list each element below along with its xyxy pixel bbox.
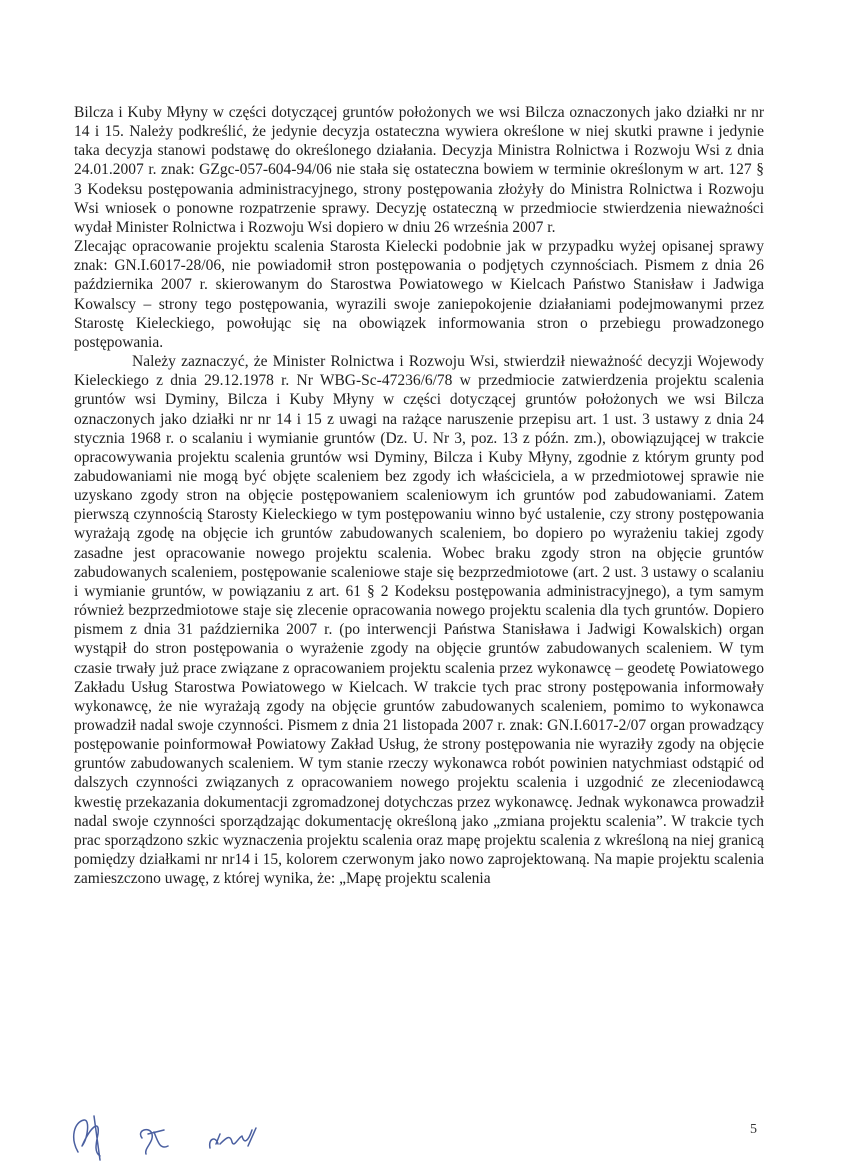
paragraph-2: Zlecając opracowanie projektu scalenia Starosta Kielecki podobnie jak w przypadku wyżej opisanej sprawy znak: GN.I.6017-28/06, nie powiadomił stron postępowania o podjętych czynnościach. Pismem z dnia 26 października 2007 r. skierowanym do Starostwa Powiatowego w Kielcach Państwo Stanisław i Jadwiga Kowalscy – strony tego postępowania, wyrazili swoje zaniepokojenie działaniami podejmowanymi przez Starostę Kieleckiego, powołując się na obowiązek informowania stron o przebiegu prowadzonego postępowania. [74,238,764,351]
paragraph-3: Należy zaznaczyć, że Minister Rolnictwa i Rozwoju Wsi, stwierdził nieważność decyzji Wojewody Kieleckiego z dnia 29.12.1978 r. Nr WBG-Sc-47236/6/78 w przedmiocie zatwierdzenia projektu scalenia gruntów wsi Dyminy, Bilcza i Kuby Młyny w części dotyczącej gruntów położonych we wsi Bilcza oznaczonych jako działki nr nr 14 i 15 z uwagi na rażące naruszenie przepisu art. 1 ust. 3 ustawy z dnia 24 stycznia 1968 r. o scalaniu i wymianie gruntów (Dz. U. Nr 3, poz. 13 z późn. zm.), obowiązującej w trakcie opracowywania projektu scalenia gruntów wsi Dyminy, Bilcza i Kuby Młyny, zgodnie z którym grunty pod zabudowaniami nie mogą być objęte scaleniem bez zgody ich właściciela, a w przedmiotowej sprawie nie uzyskano zgody stron na objęcie postępowaniem scaleniowym ich gruntów pod zabudowaniami. Zatem pierwszą czynnością Starosty Kieleckiego w tym postępowaniu winno być ustalenie, czy strony postępowania wyrażają zgodę na objęcie ich gruntów zabudowanych scaleniem, bo dopiero po wyrażeniu takiej zgody zasadne jest opracowanie nowego projektu scalenia. Wobec braku zgody stron na objęcie gruntów zabudowanych scaleniem, postępowanie scaleniowe staje się bezprzedmiotowe (art. 2 ust. 3 ustawy o scalaniu i wymianie gruntów, w powiązaniu z art. 61 § 2 Kodeksu postępowania administracyjnego), a tym samym również bezprzedmiotowe staje się zlecenie opracowania nowego projektu scalenia dla tych gruntów. Dopiero pismem z dnia 31 października 2007 r. (po interwencji Państwa Stanisława i Jadwigi Kowalskich) organ wystąpił do stron postępowania o wyrażenie zgody na objęcie gruntów zabudowanych scaleniem. W tym czasie trwały już prace związane z opracowaniem projektu scalenia przez wykonawcę – geodetę Powiatowego Zakładu Usług Starostwa Powiatowego w Kielcach. W trakcie tych prac strony postępowania informowały wykonawcę, że nie wyrażają zgody na objęcie gruntów zabudowanych scaleniem, pomimo to wykonawca prowadził nadal swoje czynności. Pismem z dnia 21 listopada 2007 r. znak: GN.I.6017-2/07 organ prowadzący postępowanie poinformował Powiatowy Zakład Usług, że strony postępowania nie wyraziły zgody na objęcie gruntów zabudowanych scaleniem. W tym stanie rzeczy wykonawca robót powinien natychmiast odstąpić od dalszych czynności związanych z opracowaniem nowego projektu scalenia i uzgodnić ze zleceniodawcą kwestię przekazania dokumentacji zgromadzonej dotychczas przez wykonawcę. Jednak wykonawca prowadził nadal swoje czynności sporządzając dokumentację określoną jako „zmiana projektu scalenia”. W trakcie tych prac sporządzono szkic wyznaczenia projektu scalenia oraz mapę projektu scalenia z wkreśloną na niej granicą pomiędzy działkami nr nr14 i 15, kolorem czerwonym jako nowo zaprojektowaną. Na mapie projektu scalenia zamieszczono uwagę, z której wynika, że: „Mapę projektu scalenia [74,353,764,888]
body-text [74,103,764,888]
initial-signature-1 [74,1116,100,1160]
page-number: 5 [750,1122,757,1137]
paragraph-1: Bilcza i Kuby Młyny w części dotyczącej gruntów położonych we wsi Bilcza oznaczonych jako działki nr nr 14 i 15. Należy podkreślić, że jedynie decyzja ostateczna wywiera określone w niej skutki prawne i jedynie taka decyzja stanowi podstawę do określonego działania. Decyzja Ministra Rolnictwa i Rozwoju Wsi z dnia 24.01.2007 r. znak: GZgc-057-604-94/06 nie stała się ostateczna bowiem w terminie określonym w art. 127 § 3 Kodeksu postępowania administracyjnego, strony postępowania złożyły do Ministra Rolnictwa i Rozwoju Wsi wniosek o ponowne rozpatrzenie sprawy. Decyzję ostateczną w przedmiocie stwierdzenia nieważności wydał Minister Rolnictwa i Rozwoju Wsi dopiero w dniu 26 września 2007 r. [74,104,764,236]
signature-marks [60,1108,300,1168]
initial-signature-3 [210,1128,256,1148]
handwritten-initials [60,1108,300,1168]
initial-signature-2 [141,1130,168,1154]
